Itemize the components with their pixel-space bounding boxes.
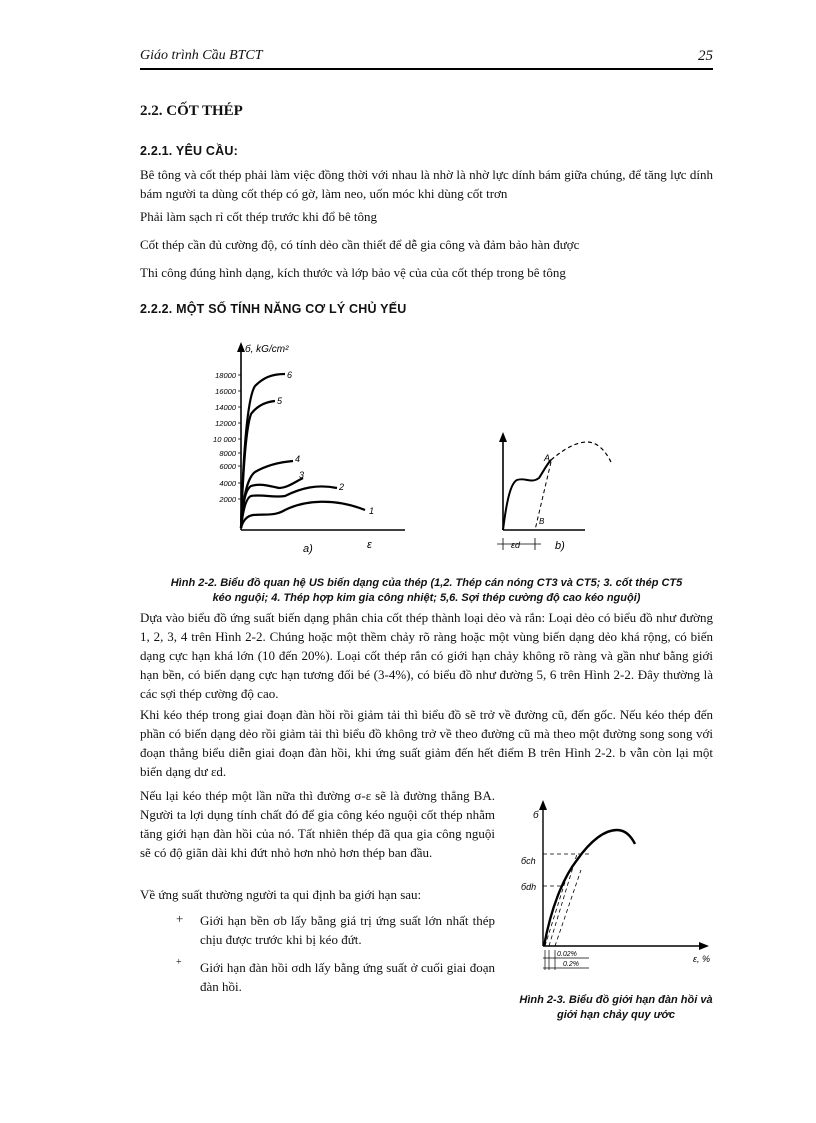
- curve-label: 1: [369, 506, 375, 516]
- fig1-ytick: 16000: [215, 387, 236, 396]
- fig2-x-label: ε, %: [693, 954, 710, 964]
- panel-a-label: a): [303, 543, 313, 555]
- fig1-ytick: 8000: [219, 449, 236, 458]
- eps-d-label: εd: [511, 540, 520, 550]
- subsection-heading-requirements: 2.2.1. YÊU CẦU:: [140, 144, 238, 158]
- curve-label: 2: [339, 482, 345, 492]
- figure-2-3-elastic-limit: [515, 798, 725, 978]
- curve-label: 5: [277, 396, 283, 406]
- fig1-ytick: 2000: [219, 495, 236, 504]
- paragraph: Dựa vào biểu đồ ứng suất biến dạng phân chia cốt thép thành loại dẻo và rắn: Loại dẻo có biểu đồ như đường 1, 2, 3, 4 trên Hình 2-2. Chúng hoặc một thềm chảy rõ ràng hoặc một vùng biến dạng dẻo khá rộng, có biến dạng cực hạn khá lớn (10 đến 20%). Loại cốt thép rắn có giới hạn chảy không rõ ràng và gần như bằng giới hạn bền, có biến dạng cực hạn tương đối bé (3-4%), có biểu đồ như đường 5, 6 trên Hình 2-2. Đây thường là các sợi thép cường độ cao.: [140, 610, 713, 701]
- bullet-text: Giới hạn đàn hồi σdh lấy bằng ứng suất ở cuối giai đoạn đàn hồi.: [200, 960, 495, 994]
- fig2-sigma-dh: бdh: [521, 882, 537, 892]
- figure-2-3-caption: Hình 2-3. Biểu đồ giới hạn đàn hồi và giới hạn chảy quy ước: [519, 994, 713, 1021]
- section-heading: 2.2. CỐT THÉP: [140, 103, 243, 119]
- bullet-mark: +: [176, 911, 184, 926]
- curve-label: 4: [295, 454, 301, 464]
- paragraph: Cốt thép cần đủ cường độ, có tính dẻo cần thiết để dễ gia công và đảm bảo hàn được: [140, 237, 580, 252]
- paragraph: Khi kéo thép trong giai đoạn đàn hồi rồi giảm tải thì biểu đồ sẽ trở về đường cũ, đến gốc. Nếu kéo thép đến phần có biến dạng dẻo rồi giảm tải thì biểu đồ không trở về theo đường cũ mà theo một đường song song với đoạn thẳng biểu diễn giai đoạn đàn hồi, khi ứng suất giảm đến hết điểm B trên Hình 2-2. b vẫn còn lại một biến dạng dư εd.: [140, 707, 713, 779]
- header-title: Giáo trình Cầu BTCT: [140, 48, 263, 63]
- fig2-label-002: 0.02%: [557, 951, 577, 958]
- fig1-ytick: 14000: [215, 403, 236, 412]
- fig2-y-label: б: [533, 810, 539, 821]
- fig2-sigma-ch: бch: [521, 856, 536, 866]
- bullet-mark: +: [176, 957, 182, 968]
- paragraph: Nếu lại kéo thép một lần nữa thì đường σ-ε sẽ là đường thẳng BA. Người ta lợi dụng tính chất đó để gia công kéo nguội cốt thép nhằm tăng giới hạn đàn hồi của nó. Tất nhiên thép đã qua gia công nguội sẽ có độ giãn dài khi đứt nhỏ hơn nhỏ hơn thép ban đầu.: [140, 788, 495, 860]
- fig1-ytick: 4000: [219, 479, 236, 488]
- paragraph: Bê tông và cốt thép phải làm việc đồng thời với nhau là nhờ là nhờ lực dính bám giữa chúng, để tăng lực dính bám người ta dùng cốt thép có gờ, làm neo, uốn móc khi dùng cốt trơn: [140, 167, 713, 201]
- paragraph: Về ứng suất thường người ta qui định ba giới hạn sau:: [140, 887, 422, 902]
- fig2-label-02: 0.2%: [563, 961, 579, 968]
- figure-2-2-stress-strain: [205, 338, 625, 568]
- curve-1: [241, 502, 365, 528]
- fig2-curve: [544, 830, 635, 946]
- curve-label: 6: [287, 370, 293, 380]
- paragraph: Thi công đúng hình dạng, kích thước và lớp bảo vệ của của cốt thép trong bê tông: [140, 265, 566, 280]
- paragraph: Phải làm sạch rỉ cốt thép trước khi đổ bê tông: [140, 209, 378, 224]
- header-rule: [140, 68, 713, 70]
- fig1-y-label: б, kG/cm²: [245, 344, 289, 355]
- curve-3: [241, 478, 303, 528]
- curve-label: 3: [299, 470, 305, 480]
- curve-4: [241, 461, 293, 528]
- fig1-ytick: 18000: [215, 371, 236, 380]
- page-header: [140, 48, 713, 70]
- fig1-ytick: 12000: [215, 419, 236, 428]
- fig1b-dashed-extension: [551, 442, 611, 462]
- fig1-ytick: 6000: [219, 462, 236, 471]
- point-a-label: A: [544, 453, 551, 463]
- subsection-heading-properties: 2.2.2. MỘT SỐ TÍNH NĂNG CƠ LÝ CHỦ YẾU: [140, 302, 407, 316]
- fig1-x-label: ε: [367, 539, 372, 551]
- page-number: 25: [698, 48, 713, 64]
- figure-2-2-caption: Hình 2-2. Biểu đồ quan hệ US biến dạng của thép (1,2. Thép cán nóng CT3 và CT5; 3. cốt thép CT5 kéo nguội; 4. Thép hợp kim gia công nhiệt; 5,6. Sợi thép cường độ cao kéo nguội): [170, 577, 683, 604]
- panel-b-label: b): [555, 540, 565, 552]
- bullet-text: Giới hạn bền σb lấy bằng giá trị ứng suất lớn nhất thép chịu được trước khi bị kéo đứt.: [200, 913, 495, 947]
- point-b-label: B: [539, 517, 545, 526]
- fig1-ytick: 10 000: [213, 435, 236, 444]
